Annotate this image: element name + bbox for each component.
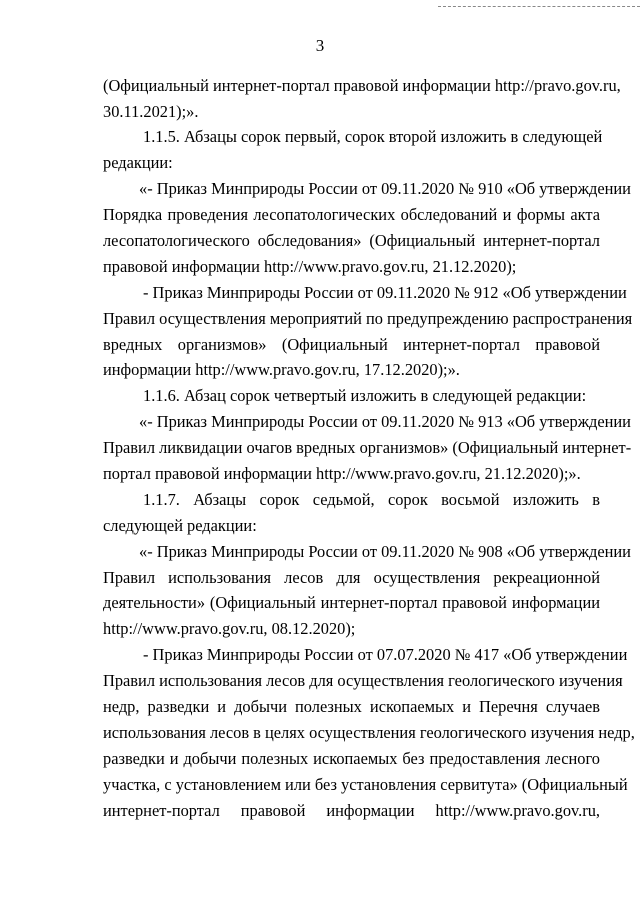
page-number: 3 <box>315 36 325 55</box>
text-line: (Официальный интернет-портал правовой информации http://pravo.gov.ru, <box>103 76 621 95</box>
text-line: 1.1.6. Абзац сорок четвертый изложить в следующей редакции: <box>143 386 587 405</box>
text-line: 30.11.2021);». <box>103 102 199 121</box>
text-line: интернет-портал правовой информации http://www.pravo.gov.ru, <box>103 801 600 820</box>
text-line: разведки и добычи полезных ископаемых без предоставления лесного <box>103 749 600 768</box>
text-line: Порядка проведения лесопатологических обследований и формы акта <box>103 205 600 224</box>
text-line: лесопатологического обследования» (Официальный интернет-портал <box>103 231 600 250</box>
text-line: Правил ликвидации очагов вредных организмов» (Официальный интернет- <box>103 438 632 457</box>
text-line: «- Приказ Минприроды России от 09.11.2020 № 910 «Об утверждении <box>139 179 631 198</box>
text-line: информации http://www.pravo.gov.ru, 17.12.2020);». <box>103 360 460 379</box>
text-line: Правил осуществления мероприятий по предупреждению распространения <box>103 309 633 328</box>
text-line: следующей редакции: <box>103 516 257 535</box>
text-line: 1.1.5. Абзацы сорок первый, сорок второй изложить в следующей <box>143 127 603 146</box>
top-edge-rule <box>438 6 640 7</box>
text-line: «- Приказ Минприроды России от 09.11.2020 № 908 «Об утверждении <box>139 542 631 561</box>
text-line: - Приказ Минприроды России от 07.07.2020 № 417 «Об утверждении <box>143 645 628 664</box>
text-line: http://www.pravo.gov.ru, 08.12.2020); <box>103 619 356 638</box>
text-line: использования лесов в целях осуществления геологического изучения недр, <box>103 723 635 742</box>
text-line: Правил использования лесов для осуществления геологического изучения <box>103 671 623 690</box>
text-line: недр, разведки и добычи полезных ископаемых и Перечня случаев <box>103 697 600 716</box>
text-line: правовой информации http://www.pravo.gov.ru, 21.12.2020); <box>103 257 517 276</box>
text-line: деятельности» (Официальный интернет-портал правовой информации <box>103 593 600 612</box>
text-line: участка, с установлением или без установления сервитута» (Официальный <box>103 775 628 794</box>
text-line: редакции: <box>103 153 173 172</box>
text-line: вредных организмов» (Официальный интернет-портал правовой <box>103 335 600 354</box>
text-line: Правил использования лесов для осуществления рекреационной <box>103 568 600 587</box>
text-line: 1.1.7. Абзацы сорок седьмой, сорок восьмой изложить в <box>143 490 600 509</box>
text-line: «- Приказ Минприроды России от 09.11.2020 № 913 «Об утверждении <box>139 412 631 431</box>
text-line: - Приказ Минприроды России от 09.11.2020 № 912 «Об утверждении <box>143 283 627 302</box>
text-line: портал правовой информации http://www.pravo.gov.ru, 21.12.2020);». <box>103 464 581 483</box>
